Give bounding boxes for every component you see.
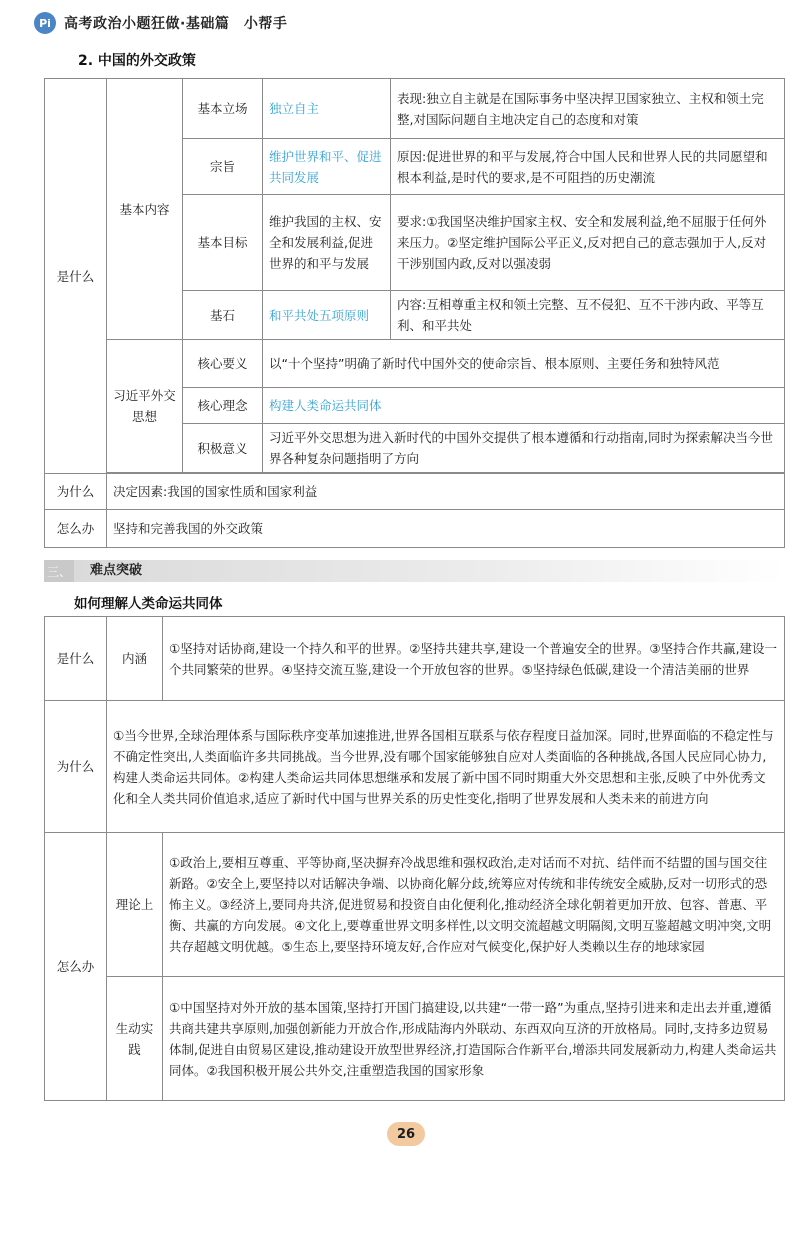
table-row [45, 79, 785, 139]
stance-description: 表现:独立自主就是在国际事务中坚决捍卫国家独立、主权和领土完整,对国际问题自主地决定自己的态度和对策 [391, 79, 785, 139]
table-row [45, 833, 785, 977]
purpose-value: 维护世界和平、促进共同发展 [263, 139, 391, 195]
table-row [45, 510, 785, 548]
purpose-description: 原因:促进世界的和平与发展,符合中国人民和世界人民的共同愿望和根本利益,是时代的要求,是不可阻挡的历史潮流 [391, 139, 785, 195]
practice-label: 生动实践 [107, 977, 163, 1101]
section-3-title: 难点突破 [90, 563, 143, 578]
page-number: 26 [387, 1122, 425, 1146]
core-idea-value: 构建人类命运共同体 [263, 388, 785, 424]
section-3-bar [44, 560, 784, 582]
goal-description: 要求:①我国坚决维护国家主权、安全和发展利益,绝不屈服于任何外来压力。②坚定维护国际公平正义,反对把自己的意志强加于人,反对干涉别国内政,反对以强凌弱 [391, 195, 785, 291]
foreign-policy-table [44, 78, 785, 548]
row-label-why: 为什么 [45, 701, 107, 833]
community-subtitle: 如何理解人类命运共同体 [74, 596, 223, 612]
xi-thought-label: 习近平外交思想 [107, 340, 183, 473]
core-requirement-label: 核心要义 [183, 340, 263, 388]
row-label-why: 为什么 [45, 474, 107, 510]
how-description: 坚持和完善我国的外交政策 [107, 510, 785, 548]
theory-label: 理论上 [107, 833, 163, 977]
section-3-number: 三、 [44, 560, 74, 582]
base-description: 内容:互相尊重主权和领土完整、互不侵犯、互不干涉内政、平等互利、和平共处 [391, 291, 785, 340]
base-value: 和平共处五项原则 [263, 291, 391, 340]
goal-label: 基本目标 [183, 195, 263, 291]
table-row [45, 340, 785, 388]
section-2-title: 2. 中国的外交政策 [78, 53, 196, 69]
core-idea-label: 核心理念 [183, 388, 263, 424]
running-header [34, 10, 287, 36]
table-row [45, 701, 785, 833]
stance-label: 基本立场 [183, 79, 263, 139]
table-row [45, 474, 785, 510]
theory-description: ①政治上,要相互尊重、平等协商,坚决摒弃冷战思维和强权政治,走对话而不对抗、结伴而不结盟的国与国交往新路。②安全上,要坚持以对话解决争端、以协商化解分歧,统筹应对传统和非传统安全威胁,反对一切形式的恐怖主义。③经济上,要同舟共济,促进贸易和投资自由化便利化,推动经济全球化朝着更加开放、包容、普惠、平衡、共赢的方向发展。④文化上,要尊重世界文明多样性,以文明交流超越文明隔阂,文明互鉴超越文明冲突,文明共存超越文明优越。⑤生态上,要坚持环境友好,合作应对气候变化,保护好人类赖以生存的地球家园 [163, 833, 785, 977]
stance-value: 独立自主 [263, 79, 391, 139]
row-label-what: 是什么 [45, 79, 107, 474]
purpose-label: 宗旨 [183, 139, 263, 195]
goal-value: 维护我国的主权、安全和发展利益,促进世界的和平与发展 [263, 195, 391, 291]
header-title: 高考政治小题狂做·基础篇 小帮手 [64, 16, 288, 32]
community-table [44, 616, 785, 1101]
row-label-how: 怎么办 [45, 510, 107, 548]
significance-label: 积极意义 [183, 424, 263, 473]
book-logo-icon: Pi [34, 12, 56, 34]
connotation-label: 内涵 [107, 617, 163, 701]
basic-content-label: 基本内容 [107, 79, 183, 340]
core-requirement-description: 以“十个坚持”明确了新时代中国外交的使命宗旨、根本原则、主要任务和独特风范 [263, 340, 785, 388]
row-label-what: 是什么 [45, 617, 107, 701]
table-row [45, 617, 785, 701]
significance-description: 习近平外交思想为进入新时代的中国外交提供了根本遵循和行动指南,同时为探索解决当今世界各种复杂问题指明了方向 [263, 424, 785, 473]
practice-description: ①中国坚持对外开放的基本国策,坚持打开国门搞建设,以共建“一带一路”为重点,坚持引进来和走出去并重,遵循共商共建共享原则,加强创新能力开放合作,形成陆海内外联动、东西双向互济的开放格局。同时,支持多边贸易体制,促进自由贸易区建设,推动建设开放型世界经济,打造国际合作新平台,增添共同发展新动力,构建人类命运共同体。②我国积极开展公共外交,注重塑造我国的国家形象 [163, 977, 785, 1101]
row-label-how: 怎么办 [45, 833, 107, 1101]
base-label: 基石 [183, 291, 263, 340]
table-row [45, 977, 785, 1101]
why-description: 决定因素:我国的国家性质和国家利益 [107, 474, 785, 510]
why-description: ①当今世界,全球治理体系与国际秩序变革加速推进,世界各国相互联系与依存程度日益加深。同时,世界面临的不稳定性与不确定性突出,人类面临许多共同挑战。当今世界,没有哪个国家能够独自应对人类面临的各种挑战,各国人民应同心协力,构建人类命运共同体。②构建人类命运共同体思想继承和发展了新中国不同时期重大外交思想和主张,反映了中外优秀文化和全人类共同价值追求,适应了新时代中国与世界关系的历史性变化,指明了世界发展和人类未来的前进方向 [107, 701, 785, 833]
connotation-description: ①坚持对话协商,建设一个持久和平的世界。②坚持共建共享,建设一个普遍安全的世界。③坚持合作共赢,建设一个共同繁荣的世界。④坚持交流互鉴,建设一个开放包容的世界。⑤坚持绿色低碳,建设一个清洁美丽的世界 [163, 617, 785, 701]
